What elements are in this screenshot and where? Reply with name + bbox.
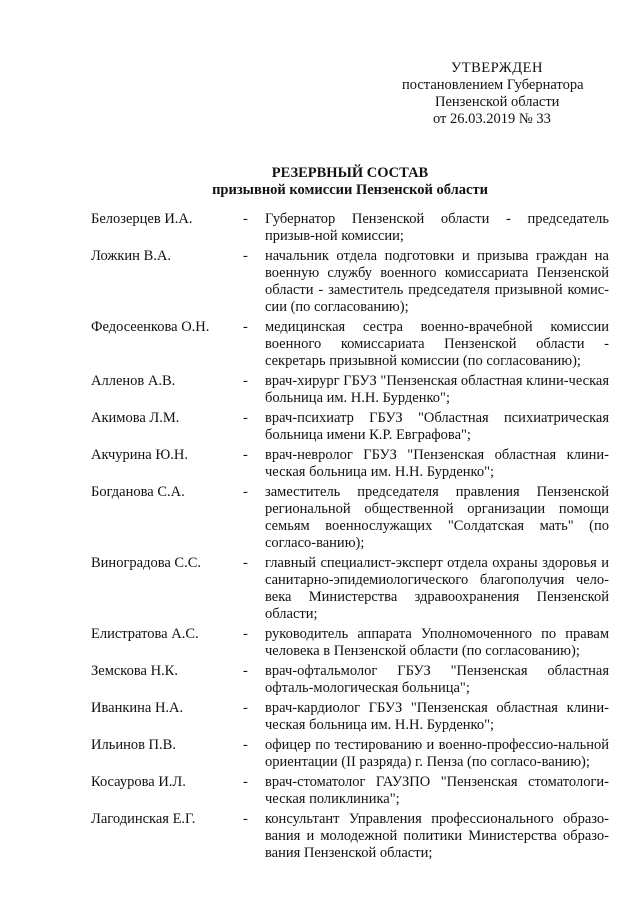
member-dash: - [243, 319, 248, 335]
member-name: Акчурина Ю.Н. [91, 447, 188, 463]
member-name: Алленов А.В. [91, 373, 176, 389]
member-dash: - [243, 410, 248, 426]
member-name: Акимова Л.М. [91, 410, 180, 426]
member-description: врач-кардиолог ГБУЗ "Пензенская областная клини-ческая больница им. Н.Н. Бурденко"; [265, 700, 609, 733]
approval-date-line: от 26.03.2019 № 33 [433, 111, 551, 127]
member-row [91, 484, 609, 552]
member-name: Ильинов П.В. [91, 737, 176, 753]
member-description: врач-стоматолог ГАУЗПО "Пензенская стоматологи-ческая поликлиника"; [265, 774, 609, 807]
member-row [91, 626, 609, 660]
member-name: Земскова Н.К. [91, 663, 178, 679]
document-heading [0, 165, 640, 199]
member-description: главный специалист-эксперт отдела охраны здоровья и санитарно-эпидемиологического благополучия чело-века Министерства здравоохранения Пензенской области; [265, 555, 609, 622]
document-subtitle: призывной комиссии Пензенской области [212, 182, 488, 198]
member-row [91, 774, 609, 808]
member-dash: - [243, 373, 248, 389]
member-name: Белозерцев И.А. [91, 211, 193, 227]
member-name: Лагодинская Е.Г. [91, 811, 196, 827]
document-title: РЕЗЕРВНЫЙ СОСТАВ [271, 165, 429, 181]
member-row [91, 663, 609, 697]
member-row [91, 737, 609, 771]
approval-region-line: Пензенской области [435, 94, 560, 110]
member-row [91, 211, 609, 245]
member-dash: - [243, 774, 248, 790]
member-dash: - [243, 555, 248, 571]
member-description: врач-психиатр ГБУЗ "Областная психиатрическая больница имени К.Р. Евграфова"; [265, 410, 609, 443]
member-row [91, 811, 609, 862]
member-row [91, 700, 609, 734]
member-name: Иванкина Н.А. [91, 700, 184, 716]
member-name: Елистратова А.С. [91, 626, 199, 642]
member-dash: - [243, 626, 248, 642]
member-dash: - [243, 248, 248, 264]
member-dash: - [243, 211, 248, 227]
member-description: начальник отдела подготовки и призыва граждан на военную службу военного комиссариата Пензенской области - заместитель председателя призывной комис-сии (по согласованию); [265, 248, 609, 315]
member-name: Федосеенкова О.Н. [91, 319, 210, 335]
approval-stamp [380, 60, 610, 128]
member-name: Косаурова И.Л. [91, 774, 186, 790]
member-row [91, 555, 609, 623]
member-dash: - [243, 811, 248, 827]
member-description: медицинская сестра военно-врачебной комиссии военного комиссариата Пензенской области - секретарь призывной комиссии (по согласованию); [265, 319, 609, 369]
member-description: заместитель председателя правления Пензенской региональной общественной организации помощи семьям военнослужащих "Солдатская мать" (по согласо-ванию); [265, 484, 609, 551]
member-description: офицер по тестированию и военно-профессио-нальной ориентации (II разряда) г. Пенза (по согласо-ванию); [265, 737, 609, 770]
member-row [91, 248, 609, 316]
member-name: Богданова С.А. [91, 484, 185, 500]
member-dash: - [243, 484, 248, 500]
member-description: врач-невролог ГБУЗ "Пензенская областная клини-ческая больница им. Н.Н. Бурденко"; [265, 447, 609, 480]
member-name: Виноградова С.С. [91, 555, 202, 571]
member-dash: - [243, 663, 248, 679]
member-name: Ложкин В.А. [91, 248, 171, 264]
approval-decree-line: постановлением Губернатора [402, 77, 584, 93]
approval-title: УТВЕРЖДЕН [451, 60, 543, 76]
member-row [91, 373, 609, 407]
member-description: руководитель аппарата Уполномоченного по правам человека в Пензенской области (по согласованию); [265, 626, 609, 659]
member-dash: - [243, 700, 248, 716]
members-list [91, 211, 609, 865]
member-description: Губернатор Пензенской области - председатель призыв-ной комиссии; [265, 211, 609, 244]
member-description: врач-хирург ГБУЗ "Пензенская областная клини-ческая больница им. Н.Н. Бурденко"; [265, 373, 609, 406]
member-row [91, 410, 609, 444]
member-dash: - [243, 447, 248, 463]
member-description: консультант Управления профессионального образо-вания и молодежной политики Министерства образо-вания Пензенской области; [265, 811, 609, 861]
member-row [91, 447, 609, 481]
member-dash: - [243, 737, 248, 753]
member-description: врач-офтальмолог ГБУЗ "Пензенская областная офталь-мологическая больница"; [265, 663, 609, 696]
member-row [91, 319, 609, 370]
